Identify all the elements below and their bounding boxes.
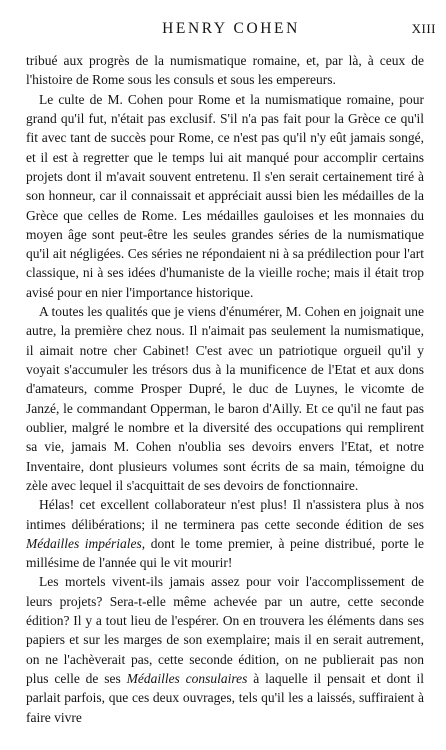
running-title: HENRY COHEN [162, 20, 300, 37]
paragraph [26, 51, 424, 90]
page-number: XIII [411, 21, 436, 36]
paragraph [26, 572, 424, 727]
italic-title-text: Médailles consulaires [126, 671, 248, 686]
paragraph [26, 495, 424, 572]
paragraph-text: A toutes les qualités que je viens d'énumérer, M. Cohen en joignait une autre, la première chez nous. Il n'aimait pas seulement la numismatique, il aimait notre cher Cabinet! C'est avec un patriotique orgueil qu'il y voyait s'accumuler les trésors dus à la munificence de l'Etat et aux dons d'amateurs, comme Prosper Dupré, le duc de Luynes, le vicomte de Janzé, le commandant Opperman, le baron d'Ailly. Et ce qu'il ne faut pas oublier, malgré le nombre et la diversité des occupations qui remplirent sa vie, jamais M. Cohen n'oublia ses devoirs envers l'Etat, et notre Inventaire, dont plusieurs volumes sont écrits de sa main, témoigne du zèle avec lequel il s'acquittait de ses devoirs de fonctionnaire. [26, 304, 424, 493]
paragraph-text: Hélas! cet excellent collaborateur n'est plus! Il n'assistera plus à nos intimes délibérations; il ne terminera pas cette seconde édition de ses [26, 497, 424, 532]
paragraph-text: , dont le tome premier, à peine distribué, porte le millésime de l'année qui le vit mourir! [26, 535, 424, 571]
body-text [26, 51, 424, 727]
italic-title-text: Médailles impériales [26, 535, 142, 551]
paragraph-text: tribué aux progrès de la numismatique romaine, et, par là, à ceux de l'histoire de Rome sous les consuls et sous les empereurs. [26, 53, 424, 88]
paragraph [26, 90, 424, 302]
paragraph-text: à laquelle il pensait et dont il parlait parfois, que ces deux ouvrages, tels qu'il les a laissés, suffiraient à faire vivre [26, 671, 424, 725]
paragraph-text: Les mortels vivent-ils jamais assez pour voir l'accomplissement de leurs projets? Sera-t-elle même achevée par un autre, cette seconde édition? Il y a tout lieu de l'espérer. On en trouvera les éléments dans ses papiers et sur les marges de son exemplaire; mais il en serait autrement, on ne l'achèverait pas, cette seconde édition, on ne publierait pas non plus celle de ses [26, 574, 424, 686]
paragraph [26, 302, 424, 495]
page-header [26, 20, 436, 42]
paragraph-text: Le culte de M. Cohen pour Rome et la numismatique romaine, pour grand qu'il fut, n'était pas exclusif. S'il n'a pas fait pour la Grèce ce qu'il fit avec tant de succès pour Rome, ce n'est pas qu'il n'y eût jamais songé, et il est à regretter que le temps lui ait manqué pour accomplir certains projets dont il m'avait souvent entretenu. Il s'en serait certainement tiré à son honneur, car il connaissait et appréciait aussi bien les médailles de la Grèce que celles de Rome. Les médailles gauloises et les monnaies du moyen âge sont peut-être les seules grandes séries de la numismatique qu'il ait négligées. Ces séries ne répondaient ni à sa prédilection pour l'art classique, ni à ses idées d'humaniste de la vieille roche; mais il était trop avisé pour en nier l'importance historique. [26, 91, 424, 300]
